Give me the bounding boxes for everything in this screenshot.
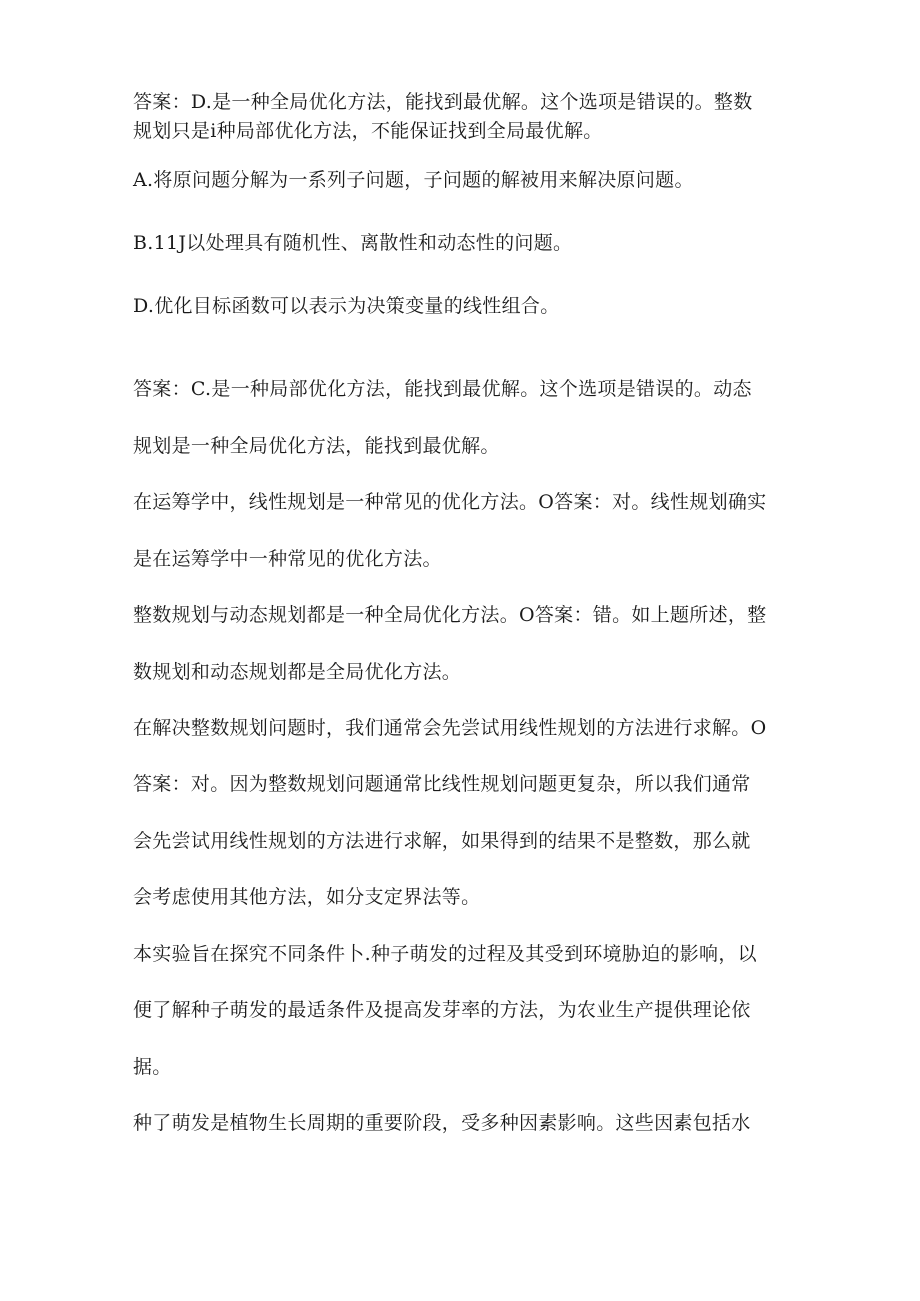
text-line: 答案：D.是一种全局优化方法，能找到最优解。这个选项是错误的。整数	[133, 91, 753, 113]
text-line: 会先尝试用线性规划的方法进行求解，如果得到的结果不是整数，那么就	[133, 830, 751, 852]
text-line: 数规划和动态规划都是全局优化方法。	[133, 661, 462, 683]
text-line: 整数规划与动态规划都是一种全局优化方法。O答案：错。如上题所述，整	[133, 604, 767, 626]
text-line: 种了萌发是植物生长周期的重要阶段，受多种因素影响。这些因素包括水	[133, 1112, 751, 1134]
text-line: 规划只是i种局部优化方法，不能保证找到全局最优解。	[133, 120, 603, 142]
text-line: 在解决整数规划问题时，我们通常会先尝试用线性规划的方法进行求解。O	[133, 717, 767, 739]
text-line: 答案：对。因为整数规划问题通常比线性规划问题更复杂，所以我们通常	[133, 773, 751, 795]
text-line: B.11J以处理具有随机性、离散性和动态性的问题。	[133, 232, 573, 254]
text-line: 据。	[133, 1056, 172, 1078]
text-line: 便了解种子萌发的最适条件及提高发芽率的方法，为农业生产提供理论依	[133, 999, 751, 1021]
text-line: A.将原问题分解为一系列子问题，子问题的解被用来解决原问题。	[133, 169, 694, 191]
text-line: 在运筹学中，线性规划是一种常见的优化方法。O答案：对。线性规划确实	[133, 491, 767, 513]
text-line: 答案：C.是一种局部优化方法，能找到最优解。这个选项是错误的。动态	[133, 378, 752, 400]
text-line: 是在运筹学中一种常见的优化方法。	[133, 548, 442, 570]
text-line: D.优化目标函数可以表示为决策变量的线性组合。	[133, 295, 560, 317]
text-line: 规划是一种全局优化方法，能找到最优解。	[133, 435, 500, 457]
text-line: 本实验旨在探究不同条件卜.种子萌发的过程及其受到环境胁迫的影响，以	[133, 943, 757, 965]
text-line: 会考虑使用其他方法，如分支定界法等。	[133, 886, 481, 908]
